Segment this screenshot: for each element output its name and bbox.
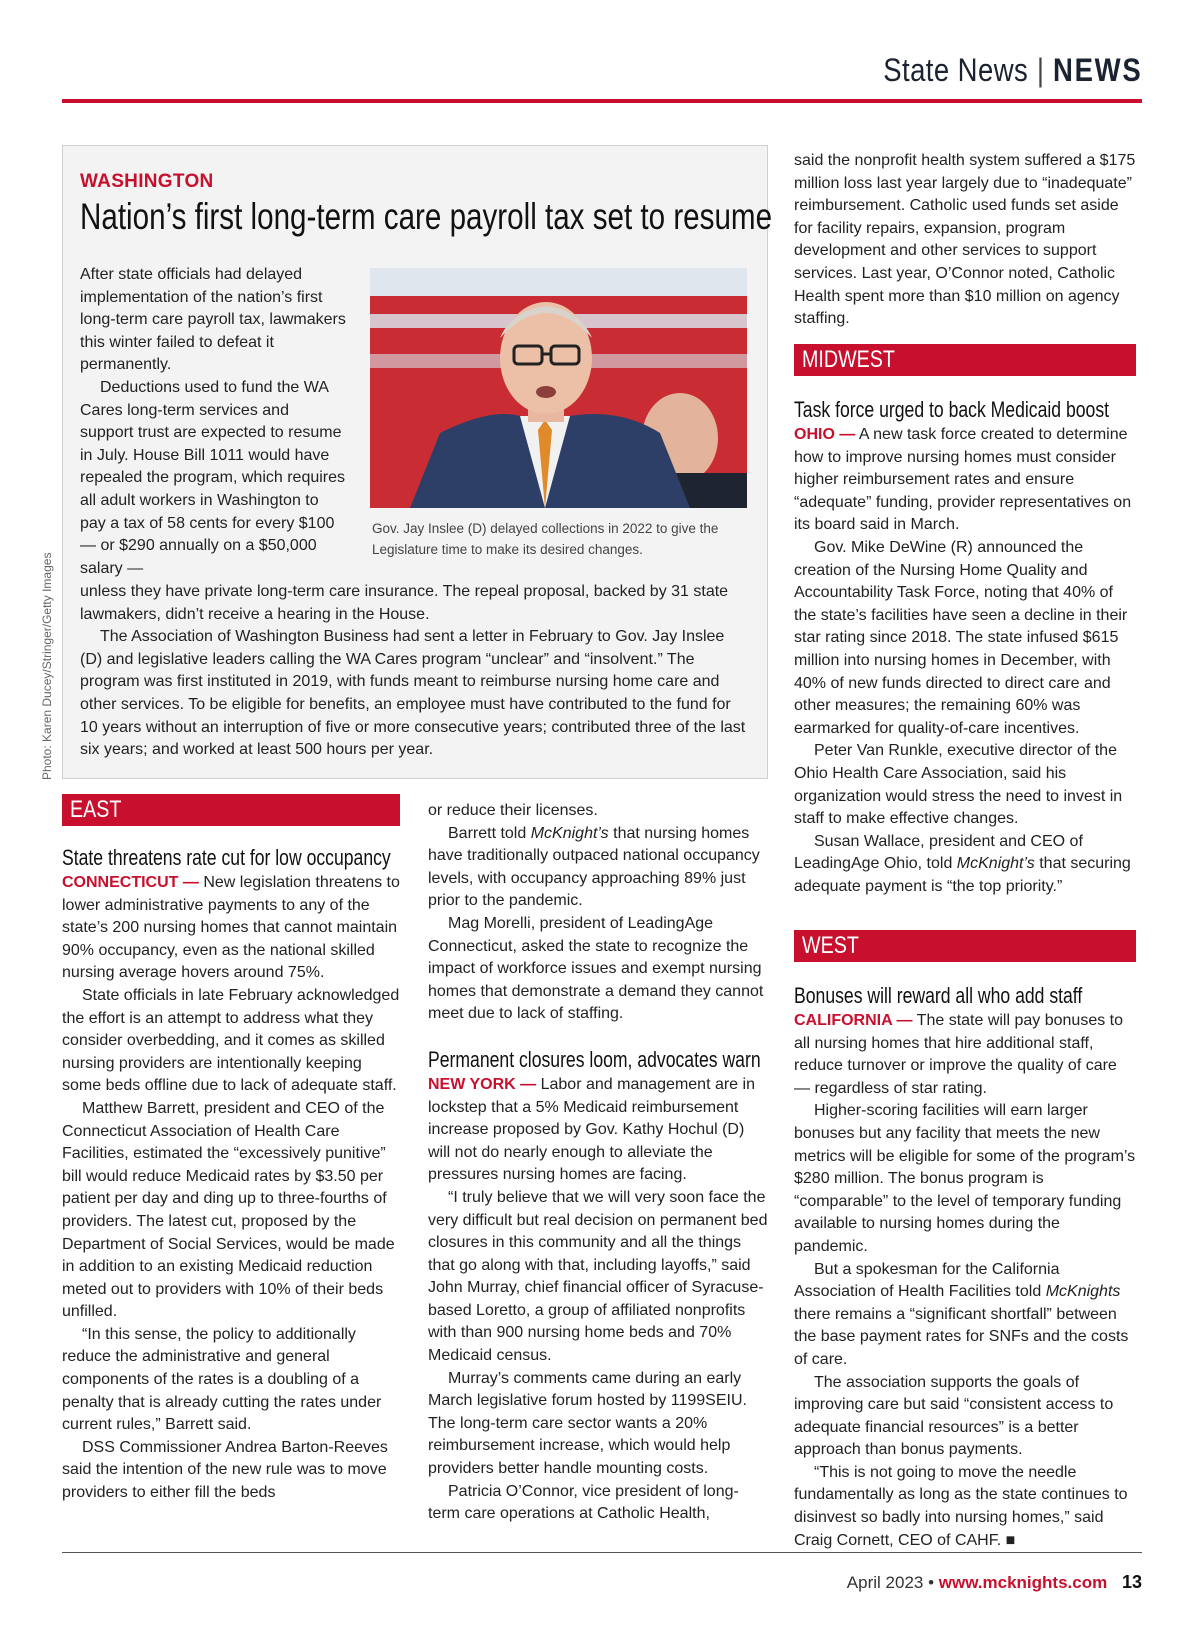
story-paragraph — [428, 1074, 768, 1187]
column-east-left — [62, 838, 400, 1505]
section-name: State News — [882, 52, 1028, 88]
story-paragraph: “I truly believe that we will very soon face the very difficult but real decision on permanent bed closures in this community and all the things that go along with that, including layoffs,” said John Murray, chief financial officer of Syracuse-based Loretto, a group of affiliated nonprofits with than 900 nursing home beds and 70% Medicaid census. — [428, 1188, 768, 1365]
story-text: But a spokesman for the California Association of Health Facilities told — [794, 1260, 1060, 1301]
story-headline: Permanent closures loom, advocates warn — [428, 1046, 761, 1072]
publication-name: McKnight’s — [530, 824, 609, 842]
feature-paragraph: The Association of Washington Business had sent a letter in February to Gov. Jay Inslee (D) and legislative leaders calling the WA Cares program “unclear” and “insolvent.” The program was first instituted in 2019, with funds meant to reimburse nursing home care and other services. To be eligible for benefits, an employee must have contributed to the fund for 10 years without an interruption of five or more consecutive years; contributed three of the last six years; and worked at least 500 hours per year. — [80, 628, 746, 759]
section-label: NEWS — [1052, 52, 1142, 88]
story-paragraph: Mag Morelli, president of LeadingAge Connecticut, asked the state to recognize the impact of workforce issues and exempt nursing homes that demonstrate a demand they cannot meet due to lack of staffing. — [428, 914, 764, 1023]
section-bar-label: WEST — [802, 932, 859, 959]
header-rule — [62, 99, 1142, 103]
story-text: that nursing homes have traditionally outpaced national occupancy levels, with occupancy approaching 89% just prior to the pandemic. — [428, 824, 760, 910]
story-kicker: CONNECTICUT — — [62, 874, 199, 891]
story-paragraph: Gov. Mike DeWine (R) announced the creation of the Nursing Home Quality and Accountability Task Force, noting that 40% of the state’s facilities have seen a decline in their star rating since 2018. The state infused $615 million into nursing homes in December, with 40% of new funds directed to direct care and other measures; the remaining 60% was earmarked for quality-of-care incentives. — [794, 538, 1128, 737]
story-paragraph: said the nonprofit health system suffered a $175 million loss last year largely due to “inadequate” reimbursement. Catholic used funds set aside for facility repairs, expansion, program development and other services to support services. Last year, O’Connor noted, Catholic Health spent more than $10 million on agency staffing. — [794, 152, 1136, 328]
story-paragraph — [794, 1259, 1136, 1372]
section-bar-east — [62, 794, 400, 826]
feature-headline: Nation’s first long-term care payroll tax set to resume — [80, 196, 773, 237]
story-kicker: OHIO — — [794, 426, 856, 443]
column-east-right — [428, 800, 768, 1526]
feature-paragraph: Deductions used to fund the WA Cares long-term services and support trust are expected to resume in July. House Bill 1011 would have repealed the program, which requires all adult workers in Washington to pay a tax of 58 cents for every $100 — or $290 annually on a $50,000 salary — — [80, 378, 346, 577]
governor-photo — [370, 268, 747, 508]
story-headline: Bonuses will reward all who add staff — [794, 983, 1083, 1008]
governor-photo-illustration — [370, 268, 747, 508]
story-headline: Task force urged to back Medicaid boost — [794, 397, 1110, 422]
header-separator: | — [1036, 52, 1044, 88]
story-paragraph: Murray’s comments came during an early March legislative forum hosted by 1199SEIU. The long-term care sector wants a 20% reimbursement increase, which would help providers better handle mounting costs. — [428, 1369, 747, 1478]
story-paragraph: “This is not going to move the needle fundamentally as long as the state continues to disinvest so badly into nursing homes,” said Craig Cornett, CEO of CAHF. ■ — [794, 1463, 1128, 1549]
story-kicker: CALIFORNIA — — [794, 1012, 913, 1029]
feature-paragraph: After state officials had delayed implementation of the nation’s first long-term care payroll tax, lawmakers this winter failed to defeat it permanently. — [80, 266, 346, 374]
story-text: A new task force created to determine how to improve nursing homes must consider higher reimbursement rates and ensure “adequate” funding, provider representatives on its board said in March. — [794, 426, 1132, 534]
story-text: Labor and management are in lockstep that a 5% Medicaid reimbursement increase proposed by Gov. Kathy Hochul (D) will not do nearly enough to alleviate the pressures nursing homes are facing. — [428, 1075, 755, 1184]
story-paragraph — [62, 872, 400, 985]
story-kicker: NEW YORK — — [428, 1075, 537, 1093]
story-paragraph — [794, 424, 1136, 537]
feature-state: WASHINGTON — [80, 171, 214, 192]
feature-body-bottom — [80, 581, 748, 762]
column-right — [794, 150, 1136, 331]
story-paragraph: Higher-scoring facilities will earn larger bonuses but any facility that meets the new metrics will be eligible for some of the program’s $280 million. The bonus program is “comparable” to the level of temporary funding available to nursing homes during the pandemic. — [794, 1102, 1136, 1255]
feature-body-top — [80, 264, 346, 580]
website-link[interactable]: www.mcknights.com — [938, 1573, 1108, 1592]
story-paragraph — [428, 823, 768, 913]
publication-name: McKnight’s — [956, 855, 1035, 873]
story-text: New legislation threatens to lower administrative payments to any of the state’s 200 nursing homes that cannot maintain 90% occupancy, even as the national skilled nursing average hovers around 75%. — [62, 874, 400, 982]
photo-credit: Photo: Karen Ducey/Stringer/Getty Images — [40, 552, 54, 780]
story-text: there remains a “significant shortfall” between the base payment rates for SNFs and the costs of care. — [794, 1305, 1129, 1368]
page-number: 13 — [1121, 1572, 1142, 1592]
story-paragraph — [794, 831, 1136, 899]
footer-rule — [62, 1552, 1142, 1553]
story-paragraph: or reduce their licenses. — [428, 802, 598, 819]
publication-name: McKnights — [1045, 1283, 1121, 1301]
section-bar-west — [794, 930, 1136, 962]
story-text: Barrett told — [448, 824, 527, 842]
story-text: Susan Wallace, president and CEO of LeadingAge Ohio, told — [794, 832, 1083, 873]
story-paragraph: The association supports the goals of improving care but said “consistent access to adequate financial resources” is a better approach than bonus payments. — [794, 1373, 1114, 1459]
story-paragraph — [794, 1010, 1136, 1100]
story-paragraph: “In this sense, the policy to additionally reduce the administrative and general components of the rates is a doubling of a penalty that is already cutting the rates under current rules,” Barrett said. — [62, 1325, 382, 1434]
story-paragraph: DSS Commissioner Andrea Barton-Reeves said the intention of the new rule was to move providers to either fill the beds — [62, 1438, 388, 1502]
column-west — [794, 976, 1136, 1552]
story-paragraph: Patricia O’Connor, vice president of long-term care operations at Catholic Health, — [428, 1482, 739, 1523]
section-bar-label: EAST — [70, 796, 122, 823]
story-paragraph: State officials in late February acknowledged the effort is an attempt to address what they consider overbedding, and it comes as skilled nursing providers are intentionally keeping some beds offline due to lack of adequate staff. — [62, 986, 400, 1095]
page-footer — [847, 1572, 1142, 1593]
story-paragraph: Peter Van Runkle, executive director of the Ohio Health Care Association, said his organization would stress the need to invest in staff to make effective changes. — [794, 742, 1123, 828]
section-bar-midwest — [794, 344, 1136, 376]
story-paragraph: Matthew Barrett, president and CEO of the Connecticut Association of Health Care Facilities, estimated the “excessively punitive” bill would reduce Medicaid rates by $3.50 per patient per day and ding up to three-fourths of providers. The latest cut, proposed by the Department of Social Services, would be made in addition to an existing Medicaid reduction meted out to providers with 10% of their beds unfilled. — [62, 1099, 395, 1321]
story-text: that securing adequate payment is “the top priority.” — [794, 855, 1131, 895]
feature-paragraph: unless they have private long-term care insurance. The repeal proposal, backed by 31 state lawmakers, didn’t receive a hearing in the House. — [80, 583, 729, 623]
section-bar-label: MIDWEST — [802, 346, 895, 373]
page-header — [883, 52, 1142, 89]
issue-date: April 2023 • — [846, 1573, 935, 1592]
photo-caption: Gov. Jay Inslee (D) delayed collections in 2022 to give the Legislature time to make its desired changes. — [372, 521, 719, 557]
story-headline: State threatens rate cut for low occupancy — [62, 845, 391, 870]
column-midwest — [794, 390, 1136, 898]
story-text: The state will pay bonuses to all nursing homes that hire additional staff, reduce turnover or improve the quality of care — regardless of star rating. — [794, 1012, 1124, 1097]
